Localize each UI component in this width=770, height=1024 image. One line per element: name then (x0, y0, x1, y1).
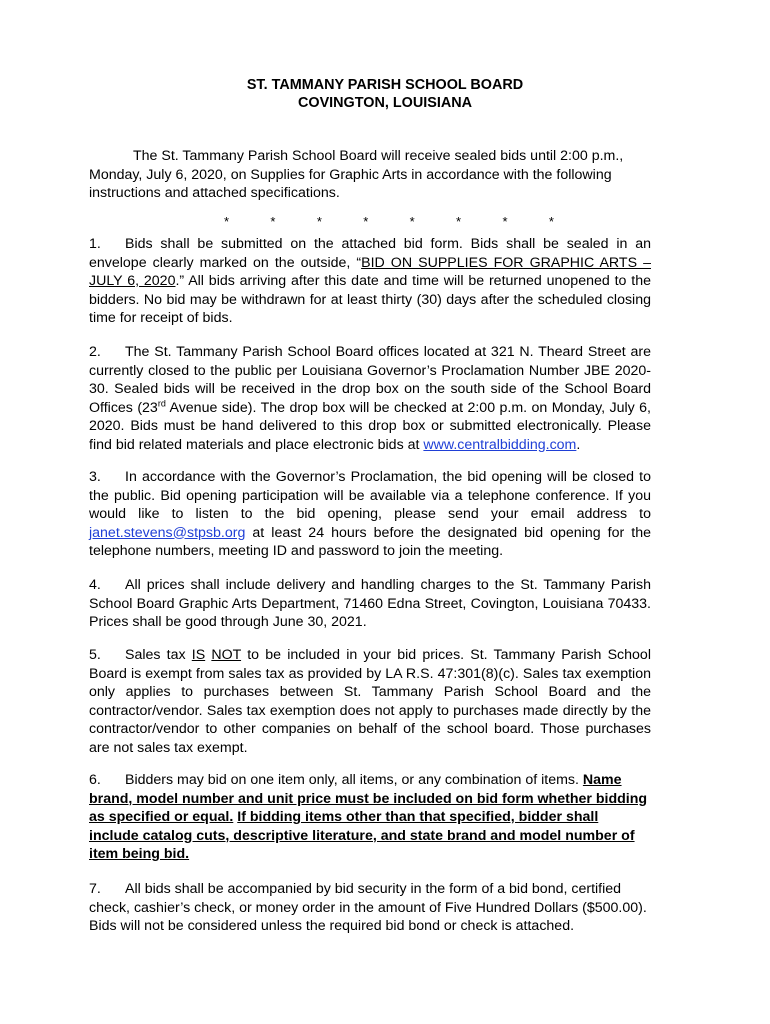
separator-star: * (548, 214, 554, 229)
item-text: Sales tax (125, 647, 192, 663)
instruction-1 (89, 235, 651, 328)
item-number: 5. (89, 647, 101, 663)
item-text: . (576, 436, 581, 453)
item-text: All prices shall include delivery and handling charges to the St. Tammany Parish School Board Graphic Arts Department, 71460 Edna Street, Covington, Louisiana 70433. Prices shall be good through June 30, 2021. (89, 577, 651, 630)
item-text: at least 24 hours before the designated bid opening for the telephone numbers, meeting ID and password to join the meeting. (89, 524, 651, 559)
separator-star: * (456, 214, 462, 229)
instruction-5 (89, 646, 651, 757)
document-title: ST. TAMMANY PARISH SCHOOL BOARD (246, 77, 524, 93)
item-text: Avenue side). The drop box will be checked at 2:00 p.m. on Monday, July 6, 2020. Bids must be hand delivered to this drop box or submitted electronically. Please find bid related materials and place electronic bids at (89, 399, 651, 453)
emphasis-not: NOT (211, 647, 242, 663)
section-separator (224, 214, 554, 229)
item-number: 1. (89, 236, 101, 252)
centralbidding-link[interactable]: www.centralbidding.com (423, 436, 577, 453)
intro-paragraph: The St. Tammany Parish School Board will receive sealed bids until 2:00 p.m., Monday, July 6, 2020, on Supplies for Graphic Arts in accordance with the following instructions and attached specifications. (89, 148, 624, 201)
item-number: 7. (89, 881, 101, 897)
separator-star: * (316, 214, 322, 229)
item-text: to be included in your bid prices. St. Tammany Parish School Board is exempt from sales tax as provided by LA R.S. 47:301(8)(c). Sales tax exemption only applies to purchases between St. Tammany Parish School Board and the contractor/vendor. Sales tax exemption does not apply to purchases made directly by the contractor/vendor to other companies on behalf of the school board. Those purchases are not sales tax exempt. (89, 647, 651, 756)
item-number: 2. (89, 344, 101, 360)
separator-star: * (502, 214, 508, 229)
instruction-7 (89, 880, 651, 936)
instruction-2 (89, 343, 651, 454)
item-number: 4. (89, 577, 101, 593)
email-link[interactable]: janet.stevens@stpsb.org (89, 524, 246, 541)
item-number: 6. (89, 772, 101, 788)
item-text: In accordance with the Governor’s Proclamation, the bid opening will be closed to the public. Bid opening participation will be available via a telephone conference. If you would like to listen to the bid opening, please send your email address to (89, 469, 651, 522)
instruction-3 (89, 468, 651, 561)
separator-star: * (224, 214, 230, 229)
bold-requirement: If bidding items other than that specified, bidder shall include catalog cuts, descriptive literature, and state brand and model number of item being bid. (89, 809, 635, 862)
document-location: COVINGTON, LOUISIANA (297, 95, 473, 111)
bold-requirement: Name brand, model number and unit price must be included on bid form whether bidding as specified or equal. (89, 772, 648, 825)
item-text: All bids shall be accompanied by bid security in the form of a bid bond, certified check, cashier’s check, or money order in the amount of Five Hundred Dollars ($500.00). Bids will not be considered unless the required bid bond or check is attached. (89, 881, 647, 934)
instruction-4 (89, 576, 651, 632)
item-number: 3. (89, 469, 101, 485)
emphasis-is: IS (191, 647, 206, 663)
separator-star: * (363, 214, 369, 229)
item-text: .” All bids arriving after this date and time will be returned unopened to the bidders. No bid may be withdrawn for at least thirty (30) days after the scheduled closing time for receipt of bids. (89, 273, 651, 326)
instruction-6 (89, 771, 651, 864)
ordinal-suffix: rd (157, 397, 166, 408)
envelope-marking: BID ON SUPPLIES FOR GRAPHIC ARTS – JULY 6, 2020 (89, 254, 651, 289)
item-text: The St. Tammany Parish School Board offices located at 321 N. Theard Street are currently closed to the public per Louisiana Governor’s Proclamation Number JBE 2020-30. Sealed bids will be received in the drop box on the south side of the School Board Offices (23 (89, 344, 651, 416)
separator-star: * (270, 214, 276, 229)
item-text: Bids shall be submitted on the attached bid form. Bids shall be sealed in an envelope clearly marked on the outside, “ (89, 236, 651, 271)
item-text: Bidders may bid on one item only, all items, or any combination of items. (125, 772, 583, 788)
separator-star: * (409, 214, 415, 229)
